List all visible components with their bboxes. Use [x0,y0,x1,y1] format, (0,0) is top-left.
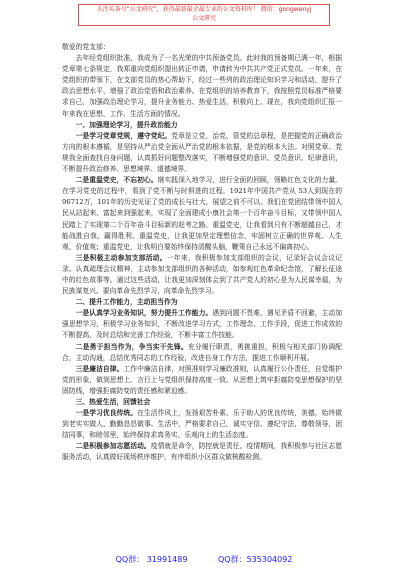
paragraph-text: 一、加强理论学习，提升政治能力 [75,120,178,129]
paragraph-text: 疫情就是命令，防控就是责任。疫情期间，我积极参与社区志愿服务活动，认真做好现场秩序维护，有序组织小区群众做核酸检测。 [62,442,343,462]
paragraph [62,408,342,441]
header-banner [78,4,330,26]
paragraph [62,253,342,297]
paragraph [62,53,342,120]
paragraph-lead: 三是廉洁自律。 [75,364,124,373]
paragraph-lead: 一是学习优良传统。 [75,409,138,418]
paragraph-text: 二、提升工作能力，主动担当作为 [75,298,178,307]
paragraph-text: 充分履行职责，勇挑重担，积极与相关部门协调配合，主动沟通，总结优秀同志的工作经验，改进自身工作方法，推进工作顺利开展。 [62,342,343,362]
paragraph-text: 工作中廉洁自律，对照准则学习廉政准则，认真履行公仆责任，自觉维护党的形象，做到思想上、言行上与党组织保持高度一致。从思想上筑牢拒腐防变思想保护的坚固防线，增强拒腐防变的责任感和紧迫感。 [62,364,343,395]
paragraph-text: 党章是立党、治党、管党的总章程，是把握党的正确政治方向的根本遵循，是坚持从严治党全面从严治党的根本依据，是党的根本大法。对照党章、党规我全面查找自身问题，认真抓好问题整改落实，不断增强党的意识、党员意识、纪律意识，不断提升政治修养、思想境界、道德境界。 [62,131,343,174]
section-heading [62,120,342,131]
document-content [62,53,342,463]
paragraph-text: 遇到问题不畏难，遇见矛盾不回避，主动加强思想学习，积极学习业务知识，不断改进学习方式，工作理念、工作手段，促进工作成效的不断提高，及时总结和完善工作经验，不断丰富工作技能。 [62,309,343,340]
paragraph [62,441,342,463]
paragraph-lead: 二是重温党史，不忘初心。 [75,176,158,185]
paragraph-text: 一年来，我积极参加支部组织的会议，记录好会议会议记录。认真疏理会议精神，主动参加支部组织的各种活动，如参观红色革命纪念馆，了解长征途中的红色故事等。通过这些活动，让我更加深刻体会到了共产党人的初心是为人民谋幸福，为民族谋复兴。要向革命先烈学习，向革命先烈学习。 [62,253,343,296]
paragraph [62,342,342,364]
paragraph-lead: 二是勇于担当作为，争当实干先锋。 [75,342,188,351]
paragraph [62,364,342,397]
footer [0,554,408,565]
paragraph-text: 三、热爱生活，回馈社会 [75,398,151,406]
document-body [62,42,342,464]
paragraph-lead: 一是学习党章党规，遵守党纪。 [75,131,172,140]
paragraph-text: 去年经党组织批准，我成为了一名光荣的中共预备党员。此时我的预备期已满一年，根据党章第七条规定，我郑重向党组织提出转正申请，申请转为中共共产党正式党员。一年来，在党组织的带领下，在支部党员的热心帮助下，经过一些列的政治理论知识学习和活动，提升了政治思想水平，增强了政治觉悟和政治素养。在党组织的培养教育下，我按照党员标准严格要求自己，加强政治理论学习，提升业务能力、热爱生活，积极向上。现在，我向党组织汇报一年来我在思想、工作、生活方面的情况。 [62,54,342,118]
paragraph-lead: 三是积极主动参加支部活动。 [75,253,167,262]
section-heading [62,397,342,408]
paragraph [62,308,342,341]
greeting: 敬爱的党支部： [62,43,110,51]
paragraph-text: 继实践深入地学习，进行全面的回顾，领略红色文化的力量。在学习党史的过程中，看到了党不断与时俱进的过程。1921年中国共产党从 53人到现在的96712万，101年的历史见证了党的成长与壮大，展望之前不可以。我们在党团结带领中国人民从站起来、富起来到强起来，实现了全面建成小康社会第一个百年奋斗目标，又带领中国人民踏上了实现第二个百年奋斗目标新的赶考之路。重温党史，让我看到只有不断超越自己，才能战胜自我，赢得胜利。重温党史，让我更加坚定理想信念，牢固树立正确的世界观、人生观、价值观；重温党史，让我明白要始终保持清醒头脑，鞭策自己永远不偏离初心。 [62,176,343,251]
paragraph [62,131,342,175]
banner-notice: 关注头条号“公文研究”，获得最新最全最专业的公文资料库！ 微信：gongwenyj [96,6,312,13]
section-heading [62,297,342,308]
paragraph-lead: 二是积极参加志愿活动。 [75,442,151,451]
qq-group-2: QQ群：535304092 [218,555,293,564]
qq-group-1: QQ群： 31991489 [115,555,188,564]
paragraph-text: 在生活作风上，发扬艰苦朴素、乐于助人的优良传统，美德，始终做到老实实做人、勤勤恳恳做事。生活中，严格要求自己，诚实守信、遵纪守法，尊敬领导，团结同事，和睦邻里，始终保持求真务实、乐观向上的生活态度。 [62,409,343,440]
paragraph [62,175,342,253]
banner-source: 公文研究 [191,15,216,22]
paragraph-lead: 一是认真学习业务知识，努力提升工作能力。 [75,309,213,318]
